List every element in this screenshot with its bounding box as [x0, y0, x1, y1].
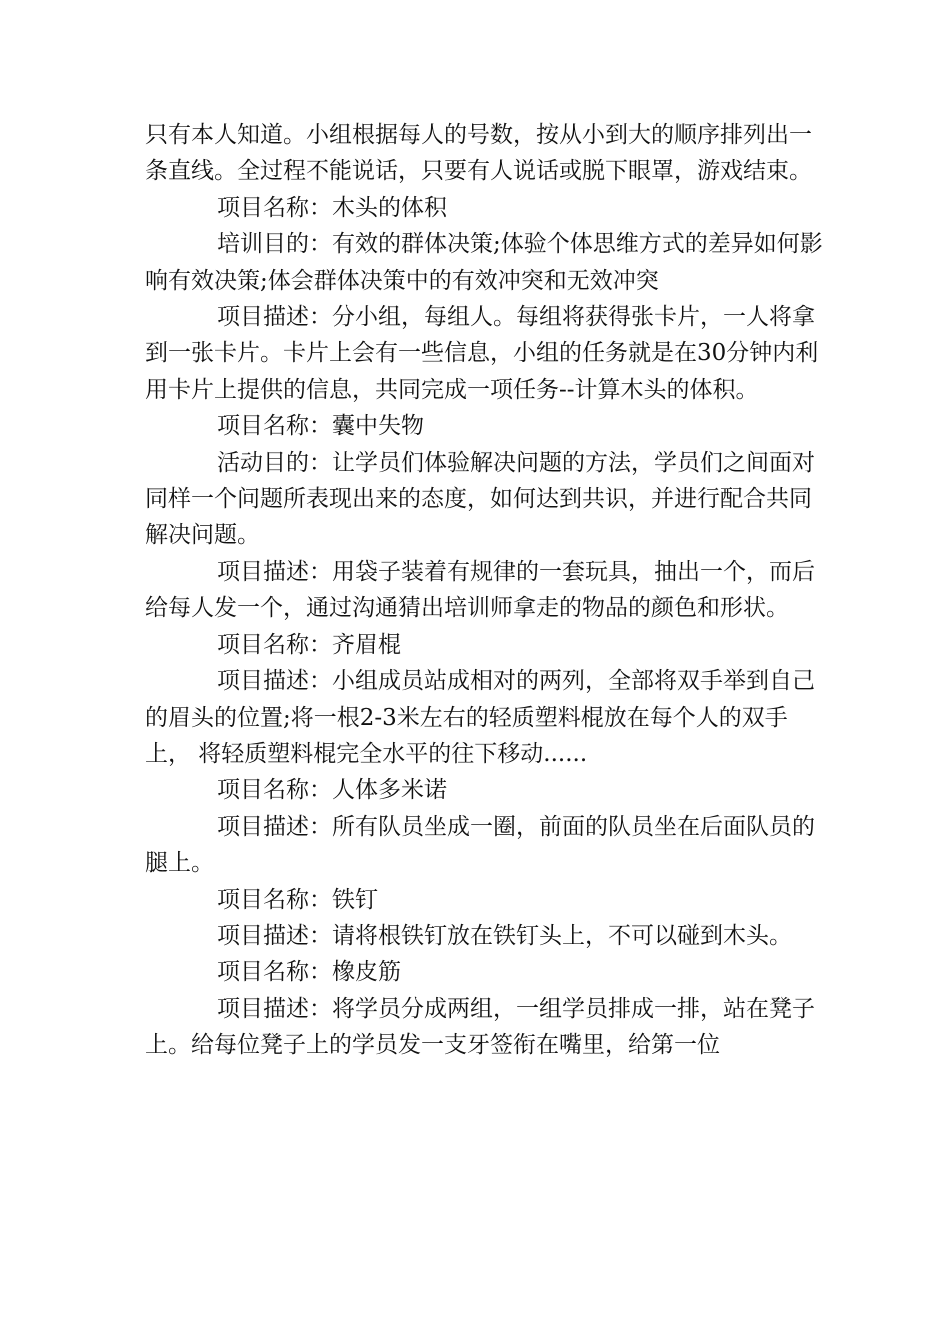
paragraph: 项目描述：小组成员站成相对的两列，全部将双手举到自己的眉头的位置;将一根2-3米左右的轻质塑料棍放在每个人的双手上， 将轻质塑料棍完全水平的往下移动...... [145, 668, 815, 767]
paragraph: 项目名称：铁钉 [217, 886, 378, 913]
document-body [145, 117, 825, 1064]
paragraph: 活动目的：让学员们体验解决问题的方法，学员们之间面对同样一个问题所表现出来的态度，如何达到共识，并进行配合共同解决问题。 [145, 449, 815, 549]
paragraph: 项目名称：囊中失物 [217, 413, 424, 440]
paragraph: 项目名称：橡皮筋 [217, 959, 401, 986]
paragraph: 项目描述：请将根铁钉放在铁钉头上，不可以碰到木头。 [217, 922, 792, 949]
paragraph: 项目名称：木头的体积 [217, 194, 447, 221]
paragraph: 项目描述：分小组，每组人。每组将获得张卡片，一人将拿到一张卡片。卡片上会有一些信息，小组的任务就是在30分钟内利用卡片上提供的信息，共同完成一项任务--计算木头的体积。 [145, 304, 819, 403]
paragraph: 项目名称：齐眉棍 [217, 631, 401, 658]
paragraph: 只有本人知道。小组根据每人的号数，按从小到大的顺序排列出一条直线。全过程不能说话，只要有人说话或脱下眼罩，游戏结束。 [145, 122, 812, 185]
paragraph: 培训目的：有效的群体决策;体验个体思维方式的差异如何影响有效决策;体会群体决策中的有效冲突和无效冲突 [145, 231, 823, 294]
paragraph: 项目描述：用袋子装着有规律的一套玩具，抽出一个，而后给每人发一个，通过沟通猜出培训师拿走的物品的颜色和形状。 [145, 558, 815, 622]
paragraph: 项目名称：人体多米诺 [217, 777, 447, 804]
paragraph: 项目描述：所有队员坐成一圈，前面的队员坐在后面队员的腿上。 [145, 813, 815, 877]
paragraph: 项目描述：将学员分成两组，一组学员排成一排，站在凳子上。给每位凳子上的学员发一支牙签衔在嘴里，给第一位 [145, 995, 815, 1059]
